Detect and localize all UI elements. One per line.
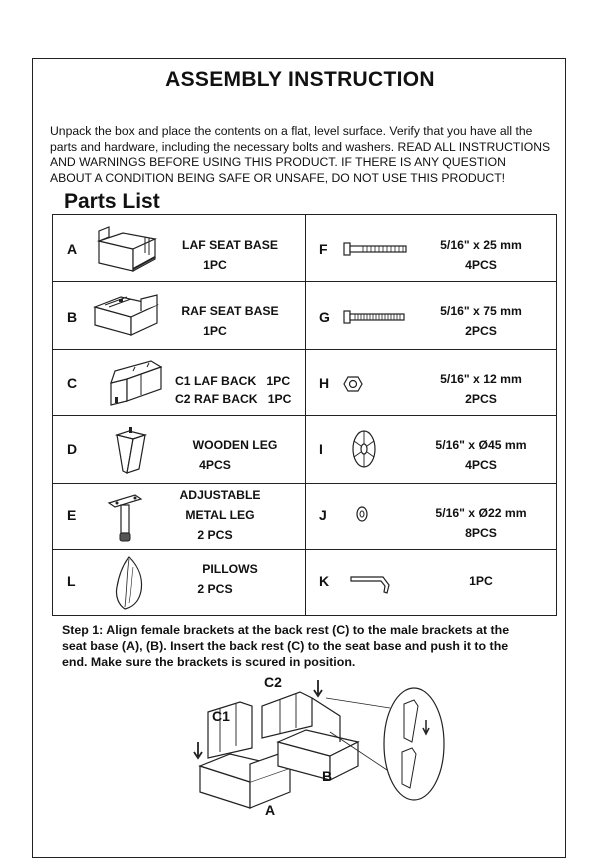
diagram-label-c1: C1 bbox=[212, 708, 230, 724]
short-bolt-icon bbox=[343, 241, 413, 257]
part-qty: 4PCS bbox=[199, 458, 231, 472]
assembly-diagram bbox=[190, 672, 450, 822]
large-washer-icon bbox=[351, 429, 377, 469]
back-rest-icon bbox=[105, 357, 169, 409]
hardware-spec: 5/16" x 12 mm bbox=[440, 372, 522, 386]
step-1-instructions bbox=[62, 622, 552, 670]
diagram-label-c2: C2 bbox=[264, 674, 282, 690]
hardware-spec: 5/16" x Ø22 mm bbox=[435, 506, 527, 520]
page-title: ASSEMBLY INSTRUCTION bbox=[165, 68, 435, 91]
part-name: RAF SEAT BASE bbox=[181, 304, 279, 318]
part-qty: 2 PCS bbox=[197, 582, 233, 596]
intro-paragraph bbox=[50, 124, 566, 186]
part-letter: A bbox=[67, 241, 78, 257]
part-letter: D bbox=[67, 441, 78, 457]
intro-line: Unpack the box and place the contents on a flat, level surface. Verify that you have all the bbox=[50, 124, 533, 138]
part-name: ADJUSTABLE bbox=[179, 488, 261, 502]
part-letter: E bbox=[67, 507, 77, 523]
hardware-letter: J bbox=[319, 507, 327, 523]
hardware-letter: H bbox=[319, 375, 330, 391]
part-name: LAF SEAT BASE bbox=[182, 238, 278, 252]
hardware-qty: 8PCS bbox=[465, 526, 497, 540]
intro-line: AND WARNINGS BEFORE USING THIS PRODUCT. IF THERE IS ANY QUESTION bbox=[50, 155, 506, 170]
part-letter: B bbox=[67, 309, 78, 325]
parts-list-title: Parts List bbox=[64, 190, 160, 213]
step-line: Step 1: Align female brackets at the back rest (C) to the male brackets at the bbox=[62, 623, 510, 637]
parts-row bbox=[53, 549, 556, 615]
raf-seat-base-icon bbox=[91, 291, 167, 341]
step-line: end. Make sure the brackets is scured in position. bbox=[62, 655, 356, 669]
parts-row bbox=[53, 281, 556, 349]
laf-seat-base-icon bbox=[93, 223, 165, 275]
hardware-letter: F bbox=[319, 241, 328, 257]
metal-leg-icon bbox=[105, 493, 145, 545]
hardware-spec: 5/16" x Ø45 mm bbox=[435, 438, 527, 452]
hardware-qty: 4PCS bbox=[465, 458, 497, 472]
part-qty: 2 PCS bbox=[197, 528, 233, 542]
parts-row bbox=[53, 415, 556, 483]
parts-row bbox=[53, 483, 556, 549]
diagram-label-b: B bbox=[322, 768, 333, 784]
wooden-leg-icon bbox=[113, 427, 149, 477]
hardware-spec: 5/16" x 25 mm bbox=[440, 238, 522, 252]
part-name: C1 LAF BACK 1PC bbox=[175, 374, 291, 388]
long-bolt-icon bbox=[343, 309, 407, 325]
hardware-qty: 1PC bbox=[469, 574, 493, 588]
pillow-icon bbox=[109, 553, 149, 613]
allen-key-icon bbox=[349, 571, 393, 595]
step-line: seat base (A), (B). Insert the back rest (C) to the seat base and push it to the bbox=[62, 639, 509, 653]
hardware-letter: I bbox=[319, 441, 323, 457]
parts-row bbox=[53, 349, 556, 415]
part-name: WOODEN LEG bbox=[192, 438, 278, 452]
hardware-spec: 5/16" x 75 mm bbox=[440, 304, 522, 318]
part-qty: 1PC bbox=[203, 258, 227, 272]
parts-table bbox=[52, 214, 557, 616]
parts-row bbox=[53, 215, 556, 281]
hardware-letter: G bbox=[319, 309, 330, 325]
intro-line: parts and hardware, including the necessary bolts and washers. READ ALL INSTRUCTIONS bbox=[50, 139, 551, 154]
small-washer-icon bbox=[355, 505, 369, 523]
intro-line: ABOUT A CONDITION BEING SAFE OR UNSAFE, DO NOT USE THIS PRODUCT! bbox=[50, 170, 506, 185]
part-letter: L bbox=[67, 573, 76, 589]
part-name: PILLOWS bbox=[202, 562, 258, 576]
hardware-qty: 2PCS bbox=[465, 324, 497, 338]
part-letter: C bbox=[67, 375, 78, 391]
part-qty: 1PC bbox=[203, 324, 227, 338]
hardware-letter: K bbox=[319, 573, 330, 589]
hardware-qty: 4PCS bbox=[465, 258, 497, 272]
hex-nut-icon bbox=[343, 375, 363, 393]
diagram-label-a: A bbox=[265, 802, 276, 818]
hardware-qty: 2PCS bbox=[465, 392, 497, 406]
part-name: METAL LEG bbox=[185, 508, 255, 522]
part-name: C2 RAF BACK 1PC bbox=[175, 392, 292, 406]
